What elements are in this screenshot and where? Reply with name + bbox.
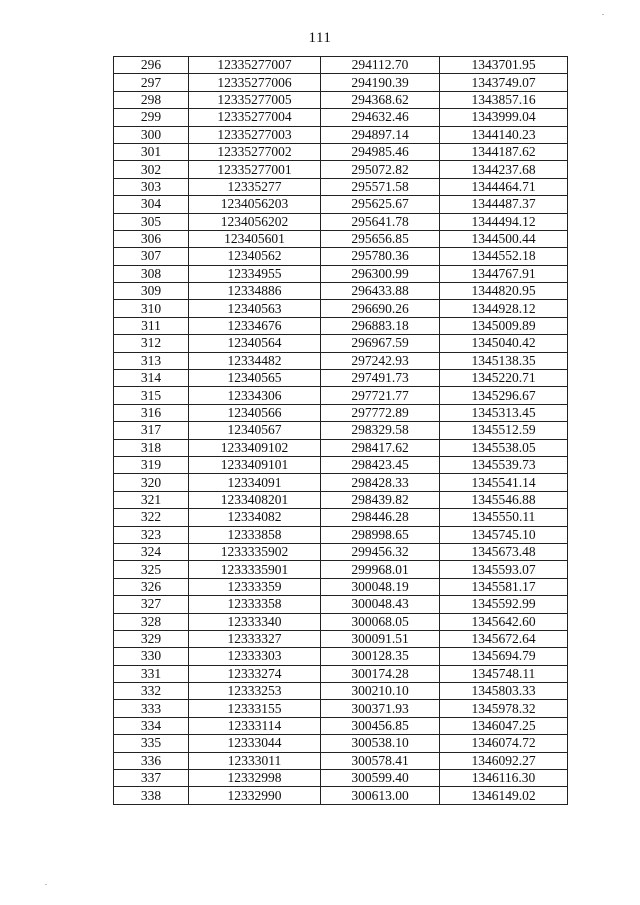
point-id-cell: 12334482 <box>189 352 321 369</box>
point-number-cell: 311 <box>114 317 189 334</box>
x-coordinate-cell: 300068.05 <box>321 613 440 630</box>
x-coordinate-cell: 297721.77 <box>321 387 440 404</box>
x-coordinate-cell: 298423.45 <box>321 456 440 473</box>
point-number-cell: 305 <box>114 213 189 230</box>
y-coordinate-cell: 1345296.67 <box>440 387 568 404</box>
y-coordinate-cell: 1345313.45 <box>440 404 568 421</box>
x-coordinate-cell: 300613.00 <box>321 787 440 804</box>
y-coordinate-cell: 1345541.14 <box>440 474 568 491</box>
x-coordinate-cell: 294368.62 <box>321 91 440 108</box>
point-id-cell: 1233335902 <box>189 543 321 560</box>
table-row <box>114 300 568 317</box>
y-coordinate-cell: 1344767.91 <box>440 265 568 282</box>
table-row <box>114 456 568 473</box>
table-row <box>114 630 568 647</box>
point-id-cell: 1233335901 <box>189 561 321 578</box>
point-number-cell: 301 <box>114 143 189 160</box>
y-coordinate-cell: 1343701.95 <box>440 57 568 74</box>
point-number-cell: 325 <box>114 561 189 578</box>
table-row <box>114 422 568 439</box>
y-coordinate-cell: 1345040.42 <box>440 335 568 352</box>
x-coordinate-cell: 295571.58 <box>321 178 440 195</box>
point-number-cell: 302 <box>114 161 189 178</box>
table-row <box>114 143 568 160</box>
y-coordinate-cell: 1345550.11 <box>440 509 568 526</box>
point-id-cell: 12333358 <box>189 596 321 613</box>
y-coordinate-cell: 1343857.16 <box>440 91 568 108</box>
point-id-cell: 12335277002 <box>189 143 321 160</box>
x-coordinate-cell: 295072.82 <box>321 161 440 178</box>
point-number-cell: 296 <box>114 57 189 74</box>
table-row <box>114 213 568 230</box>
point-number-cell: 306 <box>114 230 189 247</box>
table-row <box>114 387 568 404</box>
y-coordinate-cell: 1345581.17 <box>440 578 568 595</box>
point-number-cell: 324 <box>114 543 189 560</box>
point-number-cell: 337 <box>114 770 189 787</box>
table-row <box>114 352 568 369</box>
point-id-cell: 12335277004 <box>189 109 321 126</box>
table-row <box>114 317 568 334</box>
table-row <box>114 526 568 543</box>
point-number-cell: 328 <box>114 613 189 630</box>
y-coordinate-cell: 1345694.79 <box>440 648 568 665</box>
table-row <box>114 770 568 787</box>
x-coordinate-cell: 298439.82 <box>321 491 440 508</box>
point-id-cell: 12335277003 <box>189 126 321 143</box>
x-coordinate-cell: 295641.78 <box>321 213 440 230</box>
point-number-cell: 315 <box>114 387 189 404</box>
point-number-cell: 327 <box>114 596 189 613</box>
y-coordinate-cell: 1346092.27 <box>440 752 568 769</box>
table-body <box>114 57 568 805</box>
point-id-cell: 1233408201 <box>189 491 321 508</box>
point-id-cell: 12333011 <box>189 752 321 769</box>
point-number-cell: 309 <box>114 283 189 300</box>
y-coordinate-cell: 1345538.05 <box>440 439 568 456</box>
point-id-cell: 1233409101 <box>189 456 321 473</box>
x-coordinate-cell: 300578.41 <box>321 752 440 769</box>
x-coordinate-cell: 300174.28 <box>321 665 440 682</box>
point-number-cell: 335 <box>114 735 189 752</box>
y-coordinate-cell: 1345673.48 <box>440 543 568 560</box>
y-coordinate-cell: 1345593.07 <box>440 561 568 578</box>
point-id-cell: 12334306 <box>189 387 321 404</box>
point-number-cell: 320 <box>114 474 189 491</box>
x-coordinate-cell: 300538.10 <box>321 735 440 752</box>
x-coordinate-cell: 296690.26 <box>321 300 440 317</box>
point-number-cell: 303 <box>114 178 189 195</box>
y-coordinate-cell: 1344187.62 <box>440 143 568 160</box>
x-coordinate-cell: 294112.70 <box>321 57 440 74</box>
table-row <box>114 74 568 91</box>
y-coordinate-cell: 1344928.12 <box>440 300 568 317</box>
x-coordinate-cell: 294985.46 <box>321 143 440 160</box>
y-coordinate-cell: 1344487.37 <box>440 196 568 213</box>
x-coordinate-cell: 300048.19 <box>321 578 440 595</box>
point-id-cell: 12333253 <box>189 683 321 700</box>
coordinates-table <box>113 56 568 805</box>
x-coordinate-cell: 300599.40 <box>321 770 440 787</box>
point-number-cell: 319 <box>114 456 189 473</box>
point-id-cell: 12333274 <box>189 665 321 682</box>
point-number-cell: 336 <box>114 752 189 769</box>
x-coordinate-cell: 299968.01 <box>321 561 440 578</box>
x-coordinate-cell: 298329.58 <box>321 422 440 439</box>
point-number-cell: 331 <box>114 665 189 682</box>
point-id-cell: 12332998 <box>189 770 321 787</box>
point-number-cell: 299 <box>114 109 189 126</box>
table-row <box>114 196 568 213</box>
y-coordinate-cell: 1344237.68 <box>440 161 568 178</box>
y-coordinate-cell: 1345546.88 <box>440 491 568 508</box>
x-coordinate-cell: 295625.67 <box>321 196 440 213</box>
x-coordinate-cell: 294190.39 <box>321 74 440 91</box>
page-number: 111 <box>308 30 332 46</box>
table-row <box>114 370 568 387</box>
y-coordinate-cell: 1343749.07 <box>440 74 568 91</box>
x-coordinate-cell: 298417.62 <box>321 439 440 456</box>
table-row <box>114 439 568 456</box>
point-number-cell: 322 <box>114 509 189 526</box>
table-row <box>114 735 568 752</box>
x-coordinate-cell: 300048.43 <box>321 596 440 613</box>
y-coordinate-cell: 1344500.44 <box>440 230 568 247</box>
point-id-cell: 123405601 <box>189 230 321 247</box>
point-id-cell: 12333327 <box>189 630 321 647</box>
point-id-cell: 12334091 <box>189 474 321 491</box>
table-row <box>114 91 568 108</box>
point-number-cell: 314 <box>114 370 189 387</box>
table-row <box>114 700 568 717</box>
table-row <box>114 613 568 630</box>
point-id-cell: 12333303 <box>189 648 321 665</box>
y-coordinate-cell: 1344140.23 <box>440 126 568 143</box>
y-coordinate-cell: 1345539.73 <box>440 456 568 473</box>
point-id-cell: 12340562 <box>189 248 321 265</box>
y-coordinate-cell: 1345220.71 <box>440 370 568 387</box>
point-id-cell: 12334676 <box>189 317 321 334</box>
table-row <box>114 57 568 74</box>
x-coordinate-cell: 295656.85 <box>321 230 440 247</box>
x-coordinate-cell: 296300.99 <box>321 265 440 282</box>
table-row <box>114 248 568 265</box>
x-coordinate-cell: 296883.18 <box>321 317 440 334</box>
point-id-cell: 12334082 <box>189 509 321 526</box>
point-id-cell: 12334886 <box>189 283 321 300</box>
point-id-cell: 1234056202 <box>189 213 321 230</box>
point-id-cell: 1233409102 <box>189 439 321 456</box>
table-row <box>114 404 568 421</box>
point-number-cell: 321 <box>114 491 189 508</box>
point-id-cell: 12340565 <box>189 370 321 387</box>
y-coordinate-cell: 1344464.71 <box>440 178 568 195</box>
table-row <box>114 752 568 769</box>
x-coordinate-cell: 296433.88 <box>321 283 440 300</box>
point-id-cell: 12333359 <box>189 578 321 595</box>
table-row <box>114 561 568 578</box>
table-row <box>114 335 568 352</box>
y-coordinate-cell: 1344820.95 <box>440 283 568 300</box>
table-row <box>114 596 568 613</box>
y-coordinate-cell: 1346149.02 <box>440 787 568 804</box>
point-id-cell: 12335277001 <box>189 161 321 178</box>
y-coordinate-cell: 1343999.04 <box>440 109 568 126</box>
table-row <box>114 717 568 734</box>
point-number-cell: 308 <box>114 265 189 282</box>
y-coordinate-cell: 1344494.12 <box>440 213 568 230</box>
point-id-cell: 12333155 <box>189 700 321 717</box>
point-id-cell: 12335277006 <box>189 74 321 91</box>
x-coordinate-cell: 297491.73 <box>321 370 440 387</box>
y-coordinate-cell: 1345748.11 <box>440 665 568 682</box>
point-number-cell: 332 <box>114 683 189 700</box>
x-coordinate-cell: 298998.65 <box>321 526 440 543</box>
scan-speck <box>602 14 604 15</box>
table-row <box>114 161 568 178</box>
y-coordinate-cell: 1345009.89 <box>440 317 568 334</box>
point-id-cell: 12340567 <box>189 422 321 439</box>
table-row <box>114 474 568 491</box>
x-coordinate-cell: 300210.10 <box>321 683 440 700</box>
x-coordinate-cell: 294897.14 <box>321 126 440 143</box>
table-row <box>114 491 568 508</box>
point-id-cell: 12333858 <box>189 526 321 543</box>
point-id-cell: 12335277007 <box>189 57 321 74</box>
point-number-cell: 310 <box>114 300 189 317</box>
point-id-cell: 12340563 <box>189 300 321 317</box>
y-coordinate-cell: 1345803.33 <box>440 683 568 700</box>
point-number-cell: 329 <box>114 630 189 647</box>
point-id-cell: 12334955 <box>189 265 321 282</box>
point-number-cell: 297 <box>114 74 189 91</box>
x-coordinate-cell: 299456.32 <box>321 543 440 560</box>
point-number-cell: 323 <box>114 526 189 543</box>
point-id-cell: 12333114 <box>189 717 321 734</box>
point-number-cell: 333 <box>114 700 189 717</box>
x-coordinate-cell: 300128.35 <box>321 648 440 665</box>
table-row <box>114 126 568 143</box>
point-id-cell: 1234056203 <box>189 196 321 213</box>
point-number-cell: 313 <box>114 352 189 369</box>
point-id-cell: 12335277005 <box>189 91 321 108</box>
x-coordinate-cell: 297242.93 <box>321 352 440 369</box>
table-row <box>114 683 568 700</box>
point-number-cell: 304 <box>114 196 189 213</box>
table-row <box>114 283 568 300</box>
y-coordinate-cell: 1345672.64 <box>440 630 568 647</box>
point-number-cell: 312 <box>114 335 189 352</box>
x-coordinate-cell: 300371.93 <box>321 700 440 717</box>
table-row <box>114 543 568 560</box>
x-coordinate-cell: 298446.28 <box>321 509 440 526</box>
x-coordinate-cell: 295780.36 <box>321 248 440 265</box>
point-number-cell: 317 <box>114 422 189 439</box>
point-id-cell: 12332990 <box>189 787 321 804</box>
y-coordinate-cell: 1345745.10 <box>440 526 568 543</box>
y-coordinate-cell: 1345642.60 <box>440 613 568 630</box>
point-number-cell: 334 <box>114 717 189 734</box>
point-number-cell: 298 <box>114 91 189 108</box>
point-id-cell: 12340564 <box>189 335 321 352</box>
point-number-cell: 300 <box>114 126 189 143</box>
table-row <box>114 109 568 126</box>
y-coordinate-cell: 1345592.99 <box>440 596 568 613</box>
y-coordinate-cell: 1344552.18 <box>440 248 568 265</box>
x-coordinate-cell: 294632.46 <box>321 109 440 126</box>
point-number-cell: 326 <box>114 578 189 595</box>
x-coordinate-cell: 296967.59 <box>321 335 440 352</box>
table-row <box>114 178 568 195</box>
table-row <box>114 509 568 526</box>
y-coordinate-cell: 1346074.72 <box>440 735 568 752</box>
point-number-cell: 318 <box>114 439 189 456</box>
scan-speck <box>45 884 47 885</box>
x-coordinate-cell: 300091.51 <box>321 630 440 647</box>
point-id-cell: 12335277 <box>189 178 321 195</box>
y-coordinate-cell: 1346116.30 <box>440 770 568 787</box>
table-row <box>114 265 568 282</box>
point-id-cell: 12333044 <box>189 735 321 752</box>
x-coordinate-cell: 300456.85 <box>321 717 440 734</box>
y-coordinate-cell: 1345138.35 <box>440 352 568 369</box>
table-row <box>114 665 568 682</box>
table-row <box>114 578 568 595</box>
x-coordinate-cell: 297772.89 <box>321 404 440 421</box>
point-id-cell: 12333340 <box>189 613 321 630</box>
table-row <box>114 648 568 665</box>
point-number-cell: 316 <box>114 404 189 421</box>
point-number-cell: 307 <box>114 248 189 265</box>
point-number-cell: 338 <box>114 787 189 804</box>
x-coordinate-cell: 298428.33 <box>321 474 440 491</box>
table-row <box>114 230 568 247</box>
table-row <box>114 787 568 804</box>
point-id-cell: 12340566 <box>189 404 321 421</box>
point-number-cell: 330 <box>114 648 189 665</box>
y-coordinate-cell: 1345512.59 <box>440 422 568 439</box>
y-coordinate-cell: 1346047.25 <box>440 717 568 734</box>
y-coordinate-cell: 1345978.32 <box>440 700 568 717</box>
